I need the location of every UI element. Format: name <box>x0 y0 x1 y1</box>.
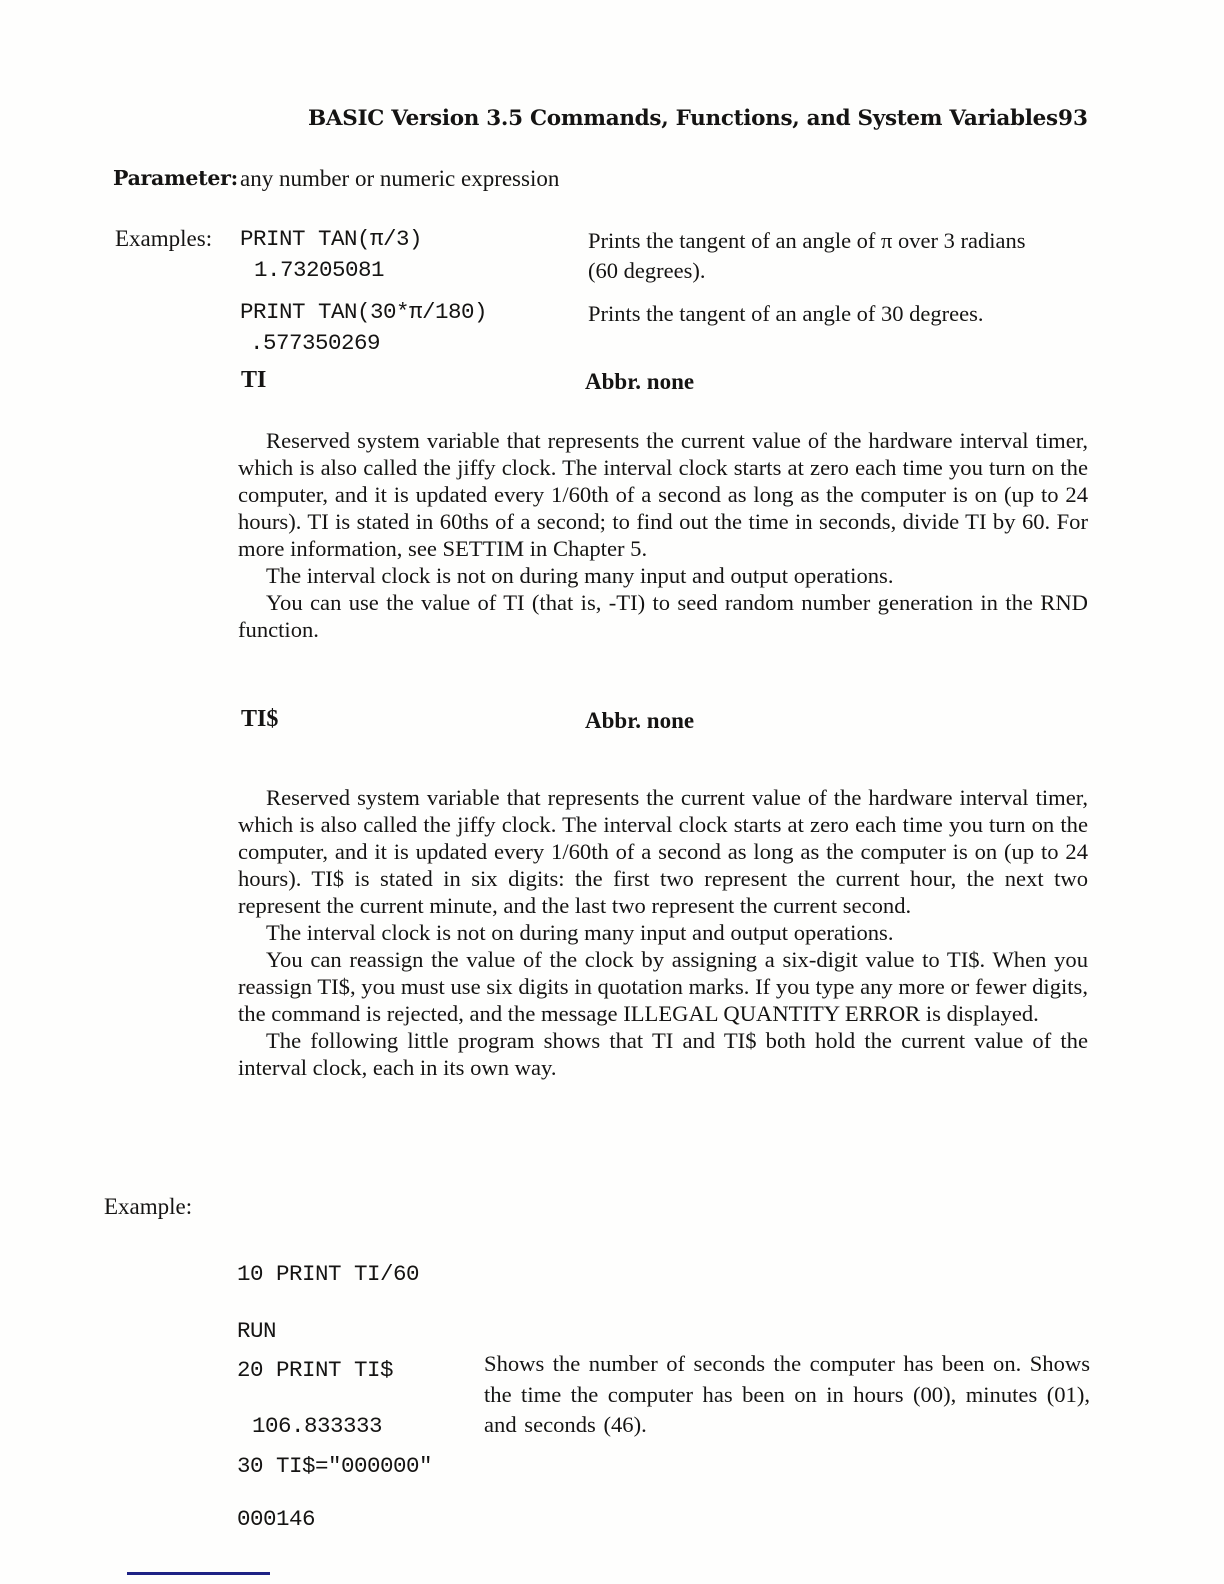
example-result: .577350269 <box>250 330 381 356</box>
paragraph: The following little program shows that TI and TI$ both hold the current value of the interval clock, each in its own way. <box>238 1028 1088 1080</box>
program-code-line: 20 PRINT TI$ <box>237 1357 394 1383</box>
program-code-line: 10 PRINT TI/60 <box>237 1261 420 1287</box>
entry-body-ti <box>238 427 1088 643</box>
program-code-line: 30 TI$="000000" <box>237 1453 433 1479</box>
example-code: PRINT TAN(π/3) <box>240 226 423 252</box>
run-output-description: Shows the number of seconds the computer has been on. Shows the time the computer has been on in hours (00), minutes (01), and seconds (46). <box>484 1351 1090 1437</box>
program-example-label: Example: <box>104 1194 193 1219</box>
example-description: Prints the tangent of an angle of π over 3 radians (60 degrees). <box>588 228 1026 283</box>
examples-label: Examples: <box>115 226 213 251</box>
run-label: RUN <box>237 1318 277 1344</box>
run-output <box>237 1349 382 1584</box>
paragraph: You can use the value of TI (that is, -TI) to seed random number generation in the RND function. <box>238 590 1088 642</box>
paragraph: Reserved system variable that represents the current value of the hardware interval timer, which is also called the jiffy clock. The interval clock starts at zero each time you turn on the computer, and it is updated every 1/60th of a second as long as the computer is on (up to 24 hours). TI is stated in 60ths of a second; to find out the time in seconds, divide TI by 60. For more information, see SETTIM in Chapter 5. <box>238 428 1088 561</box>
parameter-label: Parameter: <box>113 166 238 190</box>
example-code: PRINT TAN(30*π/180) <box>240 299 488 325</box>
example-description: Prints the tangent of an angle of 30 degrees. <box>588 301 984 326</box>
entry-heading-ti: TI <box>241 367 267 393</box>
paragraph: The interval clock is not on during many input and output operations. <box>266 563 894 588</box>
abbr-label: Abbr. none <box>585 369 695 394</box>
run-output-line: 000146 <box>237 1506 316 1532</box>
page-number: 93 <box>1058 106 1088 131</box>
entry-heading-ti-dollar: TI$ <box>241 706 279 732</box>
paragraph: The interval clock is not on during many input and output operations. <box>266 920 894 945</box>
example-result: 1.73205081 <box>254 257 385 283</box>
abbr-label: Abbr. none <box>585 708 695 733</box>
run-output-line: 106.833333 <box>252 1413 383 1439</box>
paragraph: Reserved system variable that represents the current value of the hardware interval timer, which is also called the jiffy clock. The interval clock starts at zero each time you turn on the computer, and it is updated every 1/60th of a second as long as the computer is on (up to 24 hours). TI$ is stated in six digits: the first two represent the current hour, the next two represent the current minute, and the last two represent the current second. <box>238 785 1088 918</box>
paragraph: You can reassign the value of the clock by assigning a six-digit value to TI$. When you reassign TI$, you must use six digits in quotation marks. If you type any more or fewer digits, the command is rejected, and the message ILLEGAL QUANTITY ERROR is displayed. <box>238 947 1088 1026</box>
entry-body-ti-dollar <box>238 784 1088 1081</box>
page-header-title: BASIC Version 3.5 Commands, Functions, and System Variables <box>308 106 1058 131</box>
parameter-value: any number or numeric expression <box>240 166 560 191</box>
footer-underline <box>127 1572 270 1575</box>
